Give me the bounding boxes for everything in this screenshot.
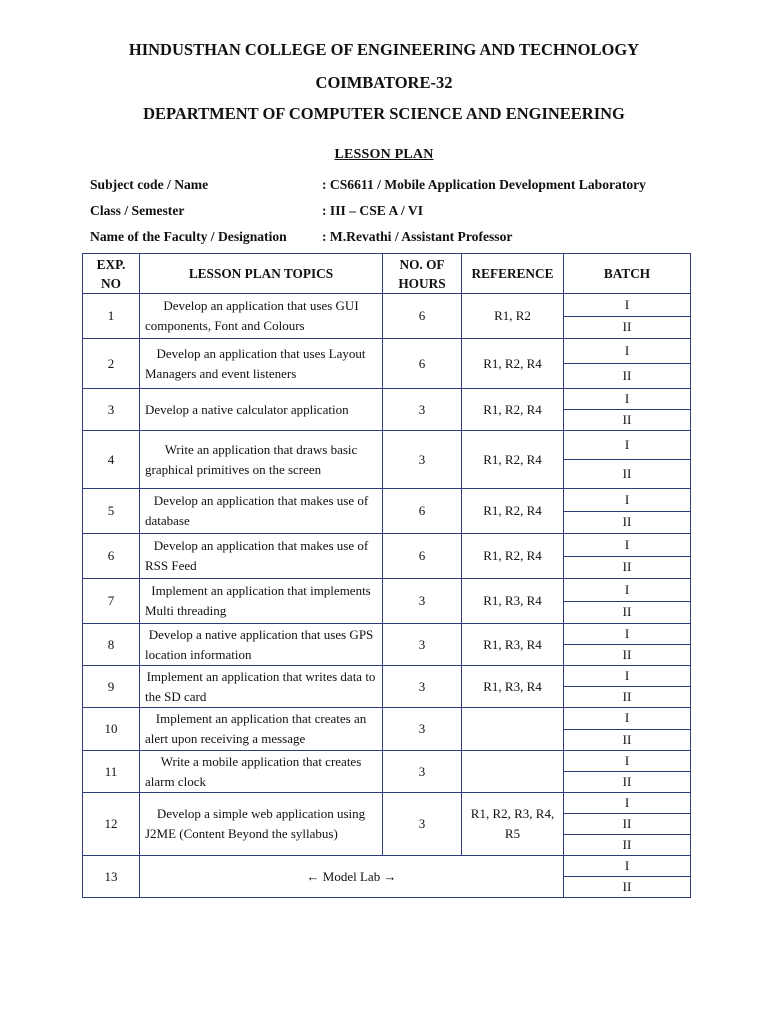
batch-cell: II xyxy=(564,601,691,624)
batch-cell: I xyxy=(564,534,691,557)
exp-number: 9 xyxy=(83,666,140,708)
lesson-topic: Implement an application that creates an alert upon receiving a message xyxy=(140,708,383,751)
header-reference: REFERENCE xyxy=(462,254,564,294)
table-row xyxy=(83,666,691,687)
college-name: HINDUSTHAN COLLEGE OF ENGINEERING AND TECHNOLOGY xyxy=(128,40,640,59)
meta-value: : M.Revathi / Assistant Professor xyxy=(322,229,513,244)
exp-number: 8 xyxy=(83,624,140,666)
hours-count: 3 xyxy=(383,751,462,793)
header-topics: LESSON PLAN TOPICS xyxy=(140,254,383,294)
lesson-topic: Develop an application that uses Layout Managers and event listeners xyxy=(140,339,383,389)
batch-cell: I xyxy=(564,294,691,317)
exp-number: 4 xyxy=(83,431,140,489)
reference-cell: R1, R3, R4 xyxy=(462,666,564,708)
hours-count: 3 xyxy=(383,624,462,666)
lesson-topic: Develop a native application that uses GPS location information xyxy=(140,624,383,666)
college-city: COIMBATORE-32 xyxy=(315,73,453,92)
table-row xyxy=(83,339,691,364)
reference-cell: R1, R2, R4 xyxy=(462,389,564,431)
batch-cell: II xyxy=(564,877,691,898)
batch-cell: II xyxy=(564,364,691,389)
reference-cell: R1, R2, R4 xyxy=(462,431,564,489)
batch-cell: II xyxy=(564,645,691,666)
reference-cell: R1, R2 xyxy=(462,294,564,339)
table-row xyxy=(83,751,691,772)
exp-number: 1 xyxy=(83,294,140,339)
table-row xyxy=(83,431,691,460)
lesson-topic: Develop a native calculator application xyxy=(140,389,383,431)
reference-cell: R1, R2, R4 xyxy=(462,339,564,389)
meta-value: : CS6611 / Mobile Application Development Laboratory xyxy=(322,177,646,192)
table-header-row xyxy=(83,254,691,294)
hours-count: 3 xyxy=(383,666,462,708)
lesson-topic: Develop a simple web application using J2ME (Content Beyond the syllabus) xyxy=(140,793,383,856)
batch-cell: II xyxy=(564,511,691,534)
batch-cell: II xyxy=(564,556,691,579)
exp-number: 10 xyxy=(83,708,140,751)
meta-label: Subject code / Name xyxy=(90,177,209,192)
batch-cell: II xyxy=(564,410,691,431)
lesson-topic: Develop an application that makes use of RSS Feed xyxy=(140,534,383,579)
model-lab-label: ← Model Lab → xyxy=(140,856,564,898)
batch-cell: II xyxy=(564,835,691,856)
reference-cell: R1, R2, R4 xyxy=(462,489,564,534)
meta-label: Name of the Faculty / Designation xyxy=(90,229,287,244)
reference-cell xyxy=(462,751,564,793)
reference-cell: R1, R2, R3, R4, R5 xyxy=(462,793,564,856)
exp-number: 6 xyxy=(83,534,140,579)
batch-cell: I xyxy=(564,489,691,512)
exp-number: 11 xyxy=(83,751,140,793)
hours-count: 6 xyxy=(383,489,462,534)
table-row xyxy=(83,856,691,877)
hours-count: 6 xyxy=(383,294,462,339)
batch-cell: I xyxy=(564,666,691,687)
hours-count: 3 xyxy=(383,579,462,624)
batch-cell: I xyxy=(564,431,691,460)
batch-cell: I xyxy=(564,624,691,645)
hours-count: 3 xyxy=(383,431,462,489)
hours-count: 3 xyxy=(383,389,462,431)
lesson-topic: Develop an application that uses GUI components, Font and Colours xyxy=(140,294,383,339)
exp-number: 12 xyxy=(83,793,140,856)
batch-cell: I xyxy=(564,389,691,410)
batch-cell: I xyxy=(564,339,691,364)
exp-number: 2 xyxy=(83,339,140,389)
hours-count: 3 xyxy=(383,708,462,751)
table-body xyxy=(83,294,691,898)
reference-cell: R1, R2, R4 xyxy=(462,534,564,579)
header-batch: BATCH xyxy=(564,254,691,294)
lesson-topic: Implement an application that implements Multi threading xyxy=(140,579,383,624)
table-row xyxy=(83,708,691,730)
batch-cell: II xyxy=(564,460,691,489)
table-row xyxy=(83,793,691,814)
lesson-topic: Write an application that draws basic graphical primitives on the screen xyxy=(140,431,383,489)
lesson-topic: Implement an application that writes data to the SD card xyxy=(140,666,383,708)
table-row xyxy=(83,294,691,317)
reference-cell: R1, R3, R4 xyxy=(462,624,564,666)
table-row xyxy=(83,624,691,645)
exp-number: 5 xyxy=(83,489,140,534)
batch-cell: I xyxy=(564,793,691,814)
hours-count: 6 xyxy=(383,534,462,579)
table-row xyxy=(83,579,691,602)
batch-cell: II xyxy=(564,814,691,835)
batch-cell: II xyxy=(564,687,691,708)
table-row xyxy=(83,534,691,557)
hours-count: 6 xyxy=(383,339,462,389)
document-title: LESSON PLAN xyxy=(334,147,434,162)
department-name: DEPARTMENT OF COMPUTER SCIENCE AND ENGINEERING xyxy=(143,104,625,123)
lesson-topic: Write a mobile application that creates alarm clock xyxy=(140,751,383,793)
table-row xyxy=(83,489,691,512)
reference-cell xyxy=(462,708,564,751)
batch-cell: I xyxy=(564,856,691,877)
lesson-plan-table xyxy=(82,253,691,898)
header-exp-no: EXP. NO xyxy=(83,254,140,294)
table-row xyxy=(83,389,691,410)
batch-cell: I xyxy=(564,579,691,602)
header-hours: NO. OF HOURS xyxy=(383,254,462,294)
meta-value: : III – CSE A / VI xyxy=(322,203,423,218)
exp-number: 13 xyxy=(83,856,140,898)
meta-label: Class / Semester xyxy=(90,203,185,218)
batch-cell: I xyxy=(564,708,691,730)
hours-count: 3 xyxy=(383,793,462,856)
batch-cell: I xyxy=(564,751,691,772)
reference-cell: R1, R3, R4 xyxy=(462,579,564,624)
lesson-topic: Develop an application that makes use of database xyxy=(140,489,383,534)
exp-number: 3 xyxy=(83,389,140,431)
batch-cell: II xyxy=(564,316,691,339)
batch-cell: II xyxy=(564,729,691,751)
exp-number: 7 xyxy=(83,579,140,624)
batch-cell: II xyxy=(564,772,691,793)
